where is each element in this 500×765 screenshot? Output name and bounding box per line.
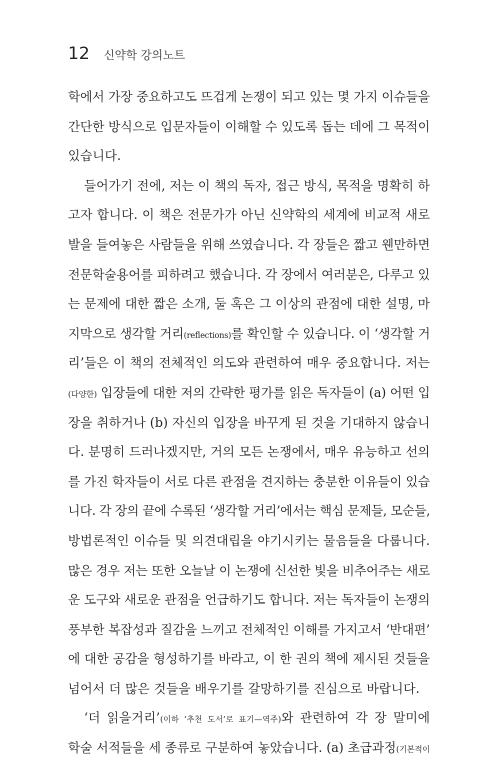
text-line-continuation: 입장들에 대한 저의 간략한 평가를 읽은 독자들이 (a) 어떤 입 <box>96 384 430 400</box>
text-line-main: 지막으로 생각할 거리 <box>68 325 184 341</box>
text-line <box>68 496 430 526</box>
text-line <box>68 437 430 467</box>
text-line-main: 는 문제에 대한 짧은 소개, 둘 혹은 그 이상의 관점에 대한 설명, 마 <box>68 296 430 312</box>
text-line <box>68 348 430 378</box>
text-line <box>68 319 430 349</box>
text-line <box>68 171 430 201</box>
text-line-continuation: 와 관련하여 각 장 말미에 <box>281 710 431 726</box>
text-line <box>68 556 430 586</box>
text-line <box>68 703 430 733</box>
text-line <box>68 260 430 290</box>
text-line <box>68 467 430 497</box>
text-line-main: 다. 분명히 드러나겠지만, 거의 모든 논쟁에서, 매우 유능하고 선의 <box>68 444 431 460</box>
text-line-main: 전문학술용어를 피하려고 했습니다. 각 장에서 여러분은, 다루고 있 <box>68 266 430 282</box>
text-line-main: ‘더 읽을거리’ <box>84 710 161 726</box>
text-line-main: 학에서 가장 중요하고도 뜨겁게 논쟁이 되고 있는 몇 가지 이슈들을 <box>68 89 430 104</box>
text-line <box>68 82 430 112</box>
text-line-main: 학술 서적들을 세 종류로 구분하여 놓았습니다. (a) 초급과정 <box>68 740 397 756</box>
text-line-main: 간단한 방식으로 입문자들이 이해할 수 있도록 돕는 데에 그 목적이 <box>68 118 430 134</box>
small-annotation: (기본적이 <box>396 745 431 755</box>
text-line-main: 고자 합니다. 이 책은 전문가가 아닌 신약학의 세계에 비교적 새로 <box>68 207 430 223</box>
text-line-main: 니다. 각 장의 끝에 수록된 ‘생각할 거리’에서는 핵심 문제들, 모순들, <box>68 503 430 519</box>
text-line <box>68 378 430 408</box>
text-line <box>68 141 430 171</box>
small-annotation: (reflections) <box>183 330 232 340</box>
text-line <box>68 200 430 230</box>
text-line <box>68 585 430 615</box>
text-line <box>68 408 430 438</box>
page-header <box>68 44 185 64</box>
text-line <box>68 733 430 763</box>
text-line <box>68 644 430 674</box>
text-line-main: 에 대한 공감을 형성하기를 바라고, 이 한 권의 책에 제시된 것들을 <box>68 651 431 667</box>
text-line <box>68 615 430 645</box>
text-line-main: 운 도구와 새로운 관점을 언급하기도 합니다. 저는 독자들이 논쟁의 <box>68 592 430 608</box>
small-annotation: (이하 ‘추천 도서’로 표기—역주) <box>160 715 282 725</box>
small-annotation: (다양한) <box>68 389 97 399</box>
text-line <box>68 112 430 142</box>
text-line-main: 들어가기 전에, 저는 이 책의 독자, 접근 방식, 목적을 명확히 하 <box>84 177 431 193</box>
running-title: 신약학 강의노트 <box>103 48 186 62</box>
text-line-main: 발을 들여놓은 사람들을 위해 쓰였습니다. 각 장들은 짧고 웬만하면 <box>68 236 430 252</box>
text-line-continuation: 를 확인할 수 있습니다. 이 ‘생각할 거 <box>231 325 431 341</box>
text-line <box>68 289 430 319</box>
text-line-main: 방법론적인 이슈들 및 의견대립을 야기시키는 물음들을 다룹니다. <box>68 532 430 548</box>
text-line <box>68 526 430 556</box>
text-line-main: 있습니다. <box>68 148 122 164</box>
text-line-main: 장을 취하거나 (b) 자신의 입장을 바꾸게 된 것을 기대하지 않습니 <box>68 414 430 430</box>
text-line-main: 리’들은 이 책의 전체적인 의도와 관련하여 매우 중요합니다. 저는 <box>68 355 430 371</box>
text-line-main: 를 가진 학자들이 서로 다른 관점을 견지하는 충분한 이유들이 있습 <box>68 473 430 489</box>
body-text <box>68 82 430 763</box>
text-line <box>68 230 430 260</box>
text-line-main: 많은 경우 저는 또한 오늘날 이 논쟁에 신선한 빛을 비추어주는 새로 <box>68 562 430 578</box>
page-number: 12 <box>68 44 90 64</box>
text-line-main: 넘어서 더 많은 것들을 배우기를 갈망하기를 진심으로 바랍니다. <box>68 680 420 696</box>
text-line <box>68 674 430 704</box>
text-line-main: 풍부한 복잡성과 질감을 느끼고 전체적인 이해를 가지고서 ‘반대편’ <box>68 621 430 637</box>
